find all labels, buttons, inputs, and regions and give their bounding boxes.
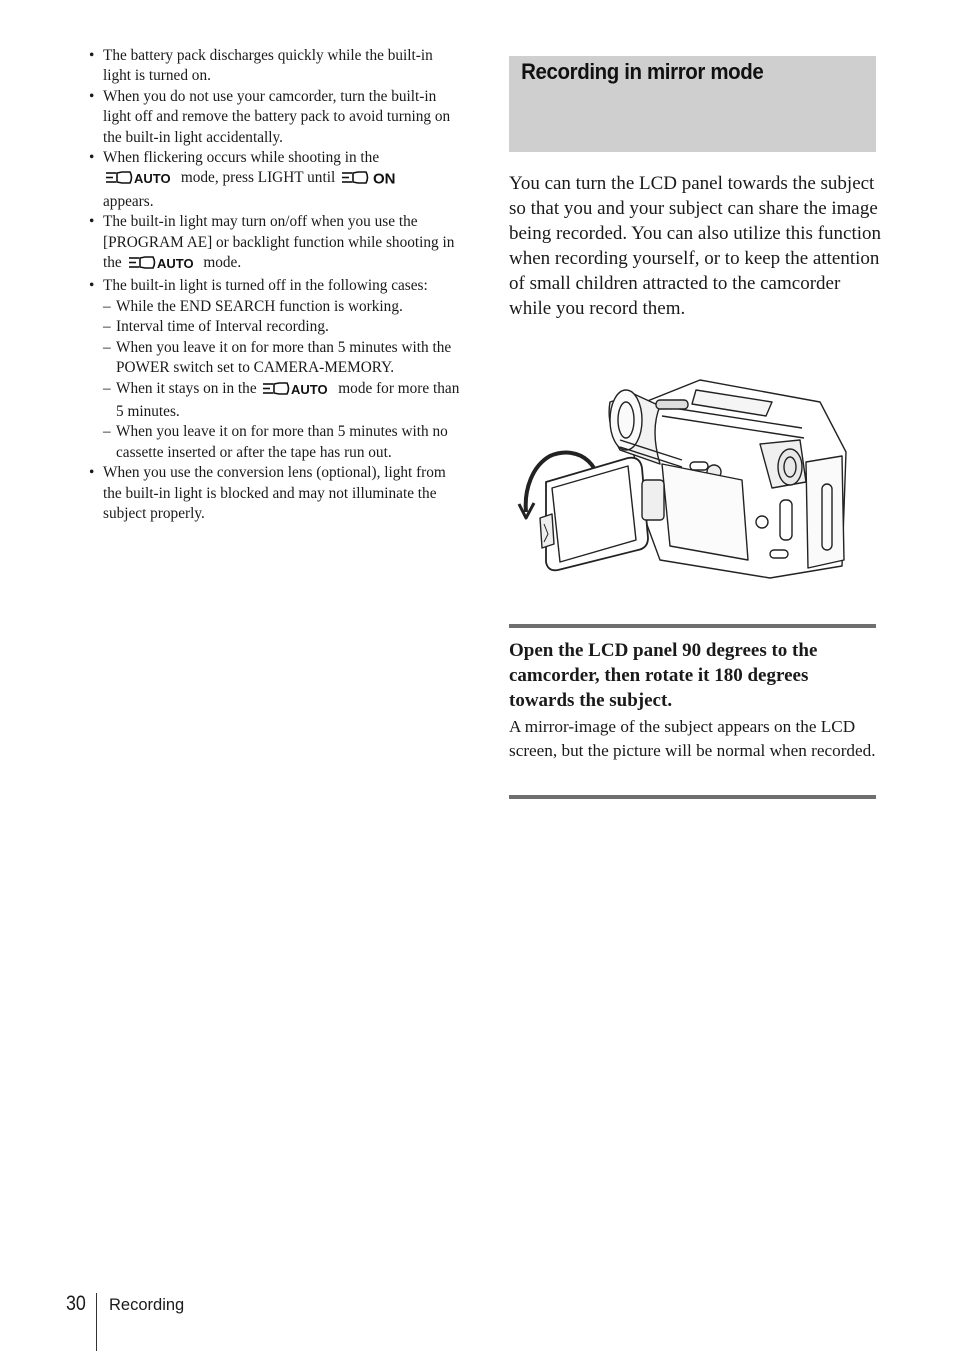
- footer-section-name: Recording: [109, 1296, 185, 1314]
- step-bottom-rule: [509, 795, 876, 799]
- note-battery-discharge: • The battery pack discharges quickly while the built-in light is turned on.: [89, 46, 461, 87]
- note-flickering-text-1: When flickering occurs while shooting in the: [103, 149, 380, 167]
- note-auto-off-intro: The built-in light is turned off in the following cases:: [103, 277, 428, 295]
- step-body: A mirror-image of the subject appears on the LCD screen, but the picture will be normal when recorded.: [509, 717, 876, 760]
- case-no-cassette: – When you leave it on for more than 5 minutes with no cassette inserted or after the tape has run out.: [89, 422, 461, 463]
- section-heading-box: [509, 56, 876, 152]
- svg-text:AUTO: AUTO: [291, 381, 329, 396]
- case-interval-recording: – Interval time of Interval recording.: [89, 317, 461, 337]
- auto-off-case-list: [89, 297, 461, 463]
- note-program-ae-text-1: The built-in light may turn on/off when you use the [PROGRAM AE] or backlight function while shooting in the: [103, 213, 455, 272]
- svg-text:ON: ON: [373, 170, 396, 186]
- case-end-search: – While the END SEARCH function is working.: [89, 297, 461, 317]
- note-program-ae: [89, 212, 461, 276]
- page-number: 30: [66, 1292, 86, 1315]
- light-on-icon: [341, 170, 403, 191]
- note-turn-light-off: • When you do not use your camcorder, turn the built-in light off and remove the battery pack to avoid turning on the built-in light accidentally.: [89, 87, 461, 148]
- case-auto-mode-text-2: mode for more than 5 minutes.: [116, 379, 460, 420]
- footer-divider: [96, 1293, 97, 1351]
- light-notes-column: [89, 46, 461, 524]
- svg-text:AUTO: AUTO: [134, 171, 171, 186]
- note-flickering-text-3: appears.: [103, 192, 154, 210]
- note-flickering-text-2: mode, press LIGHT until: [180, 169, 336, 187]
- step-top-rule: [509, 624, 876, 628]
- case-auto-mode-text-1: When it stays on in the: [116, 379, 257, 397]
- light-notes-list: [89, 46, 461, 524]
- light-auto-icon: [105, 170, 175, 191]
- light-auto-icon: [262, 381, 332, 402]
- note-program-ae-text-2: mode.: [203, 254, 242, 272]
- note-flickering: [89, 148, 461, 212]
- section-heading: Recording in mirror mode: [521, 59, 764, 84]
- note-conversion-lens: • When you use the conversion lens (optional), light from the built-in light is blocked and may not illuminate the subject properly.: [89, 463, 461, 524]
- camcorder-illustration: [510, 372, 855, 584]
- svg-text:AUTO: AUTO: [156, 256, 194, 271]
- light-auto-icon: [128, 255, 198, 276]
- case-auto-mode-timeout: [89, 379, 461, 423]
- note-auto-off-cases: [89, 276, 461, 463]
- step-title: Open the LCD panel 90 degrees to the camcorder, then rotate it 180 degrees towards the subject.: [509, 640, 818, 711]
- intro-paragraph: You can turn the LCD panel towards the subject so that you and your subject can share the image being recorded. You can also utilize this function when recording yourself, or to keep the attention of small children attracted to the camcorder while you record them.: [509, 173, 882, 319]
- case-camera-memory: – When you leave it on for more than 5 minutes with the POWER switch set to CAMERA-MEMORY.: [89, 338, 461, 379]
